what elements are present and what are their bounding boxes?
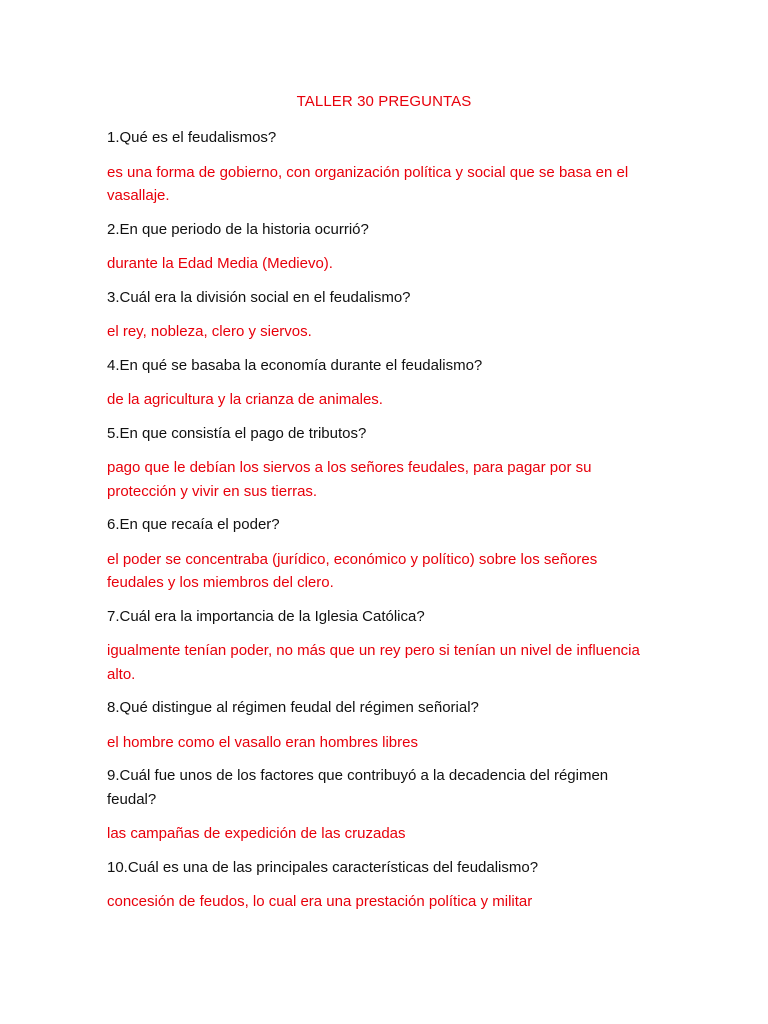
- question-7: 7.Cuál era la importancia de la Iglesia Católica?: [107, 607, 425, 625]
- question-6: 6.En que recaía el poder?: [107, 516, 280, 533]
- answer-2: durante la Edad Media (Medievo).: [107, 255, 333, 272]
- question-9: 9.Cuál fue unos de los factores que contribuyó a la decadencia del régimen feudal?: [107, 767, 609, 808]
- answer-7: igualmente tenían poder, no más que un rey pero si tenían un nivel de influencia alto.: [107, 642, 640, 683]
- question-3: 3.Cuál era la división social en el feudalismo?: [107, 288, 411, 306]
- answer-4: de la agricultura y la crianza de animales.: [107, 391, 383, 408]
- answer-9: las campañas de expedición de las cruzadas: [107, 825, 406, 842]
- answer-3: el rey, nobleza, clero y siervos.: [107, 323, 312, 340]
- document-title: TALLER 30 PREGUNTAS: [296, 93, 472, 110]
- question-5: 5.En que consistía el pago de tributos?: [107, 424, 367, 442]
- question-8: 8.Qué distingue al régimen feudal del régimen señorial?: [107, 699, 479, 716]
- answer-8: el hombre como el vasallo eran hombres libres: [107, 733, 418, 751]
- answer-6: el poder se concentraba (jurídico, económico y político) sobre los señores feudales y los miembros del clero.: [107, 550, 598, 591]
- answer-10: concesión de feudos, lo cual era una prestación política y militar: [107, 893, 533, 910]
- question-4: 4.En qué se basaba la economía durante el feudalismo?: [107, 356, 483, 374]
- answer-1: es una forma de gobierno, con organización política y social que se basa en el vasallaje.: [107, 163, 629, 204]
- question-2: 2.En que periodo de la historia ocurrió?: [107, 220, 369, 238]
- questions-list: [107, 126, 647, 914]
- answer-5: pago que le debían los siervos a los señores feudales, para pagar por su protección y vivir en sus tierras.: [107, 459, 592, 500]
- question-1: 1.Qué es el feudalismos?: [107, 129, 277, 146]
- question-10: 10.Cuál es una de las principales características del feudalismo?: [107, 858, 539, 876]
